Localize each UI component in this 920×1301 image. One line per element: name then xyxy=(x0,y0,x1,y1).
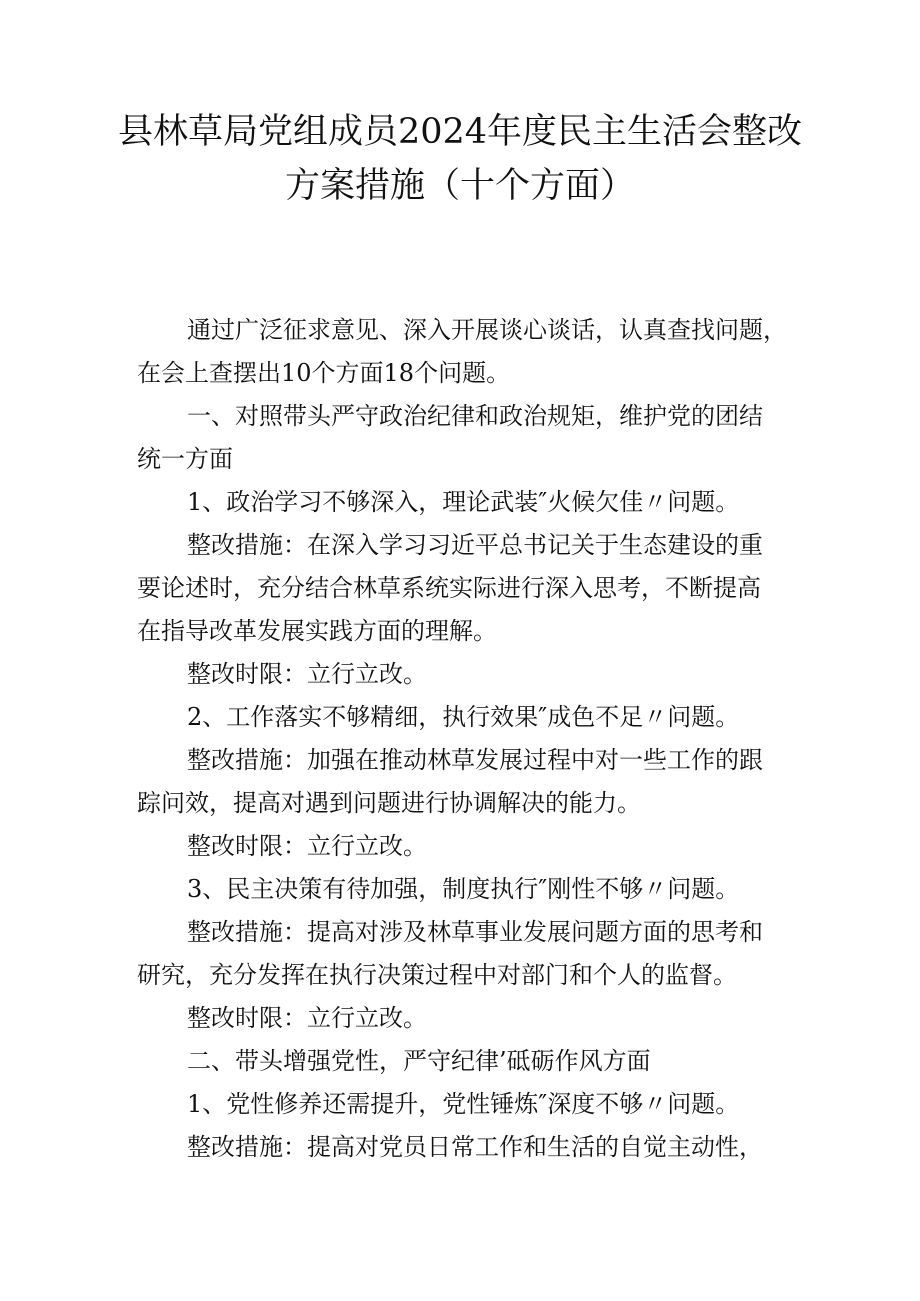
body-line: 要论述时，充分结合林草系统实际进行深入思考，不断提高 xyxy=(137,574,761,602)
body-line: 在指导改革发展实践方面的理解。 xyxy=(137,617,497,645)
issue-item: 2、工作落实不够精细，执行效果″成色不足〃问题。 xyxy=(187,703,740,731)
deadline-line: 整改时限：立行立改。 xyxy=(187,660,427,688)
section-heading: 二、带头增强党性，严守纪律’砥砺作风方面 xyxy=(187,1047,651,1075)
body-line: 通过广泛征求意见、深入开展谈心谈话，认真查找问题， xyxy=(187,316,787,344)
document-title-line-1: 县林草局党组成员2024年度民主生活会整改 xyxy=(117,112,803,152)
body-line: 在会上查摆出10个方面18个问题。 xyxy=(137,359,511,387)
body-line: 研究，充分发挥在执行决策过程中对部门和个人的监督。 xyxy=(137,961,737,989)
section-heading-cont: 统一方面 xyxy=(137,445,233,473)
measure-line: 整改措施：提高对涉及林草事业发展问题方面的思考和 xyxy=(187,918,763,946)
document-body xyxy=(137,309,787,1169)
deadline-line: 整改时限：立行立改。 xyxy=(187,1004,427,1032)
measure-line: 整改措施：提高对党员日常工作和生活的自觉主动性， xyxy=(187,1133,763,1161)
document-title-line-2: 方案措施（十个方面） xyxy=(284,166,635,206)
deadline-line: 整改时限：立行立改。 xyxy=(187,832,427,860)
body-line: 踪问效，提高对遇到问题进行协调解决的能力。 xyxy=(137,789,641,817)
issue-item: 3、民主决策有待加强，制度执行″刚性不够〃问题。 xyxy=(187,875,740,903)
issue-item: 1、政治学习不够深入，理论武装″火候欠佳〃问题。 xyxy=(187,488,740,516)
section-heading: 一、对照带头严守政治纪律和政治规矩，维护党的团结 xyxy=(187,402,763,430)
measure-line: 整改措施：在深入学习习近平总书记关于生态建设的重 xyxy=(187,531,763,559)
measure-line: 整改措施：加强在推动林草发展过程中对一些工作的跟 xyxy=(187,746,763,774)
issue-item: 1、党性修养还需提升，党性锤炼″深度不够〃问题。 xyxy=(187,1090,740,1118)
